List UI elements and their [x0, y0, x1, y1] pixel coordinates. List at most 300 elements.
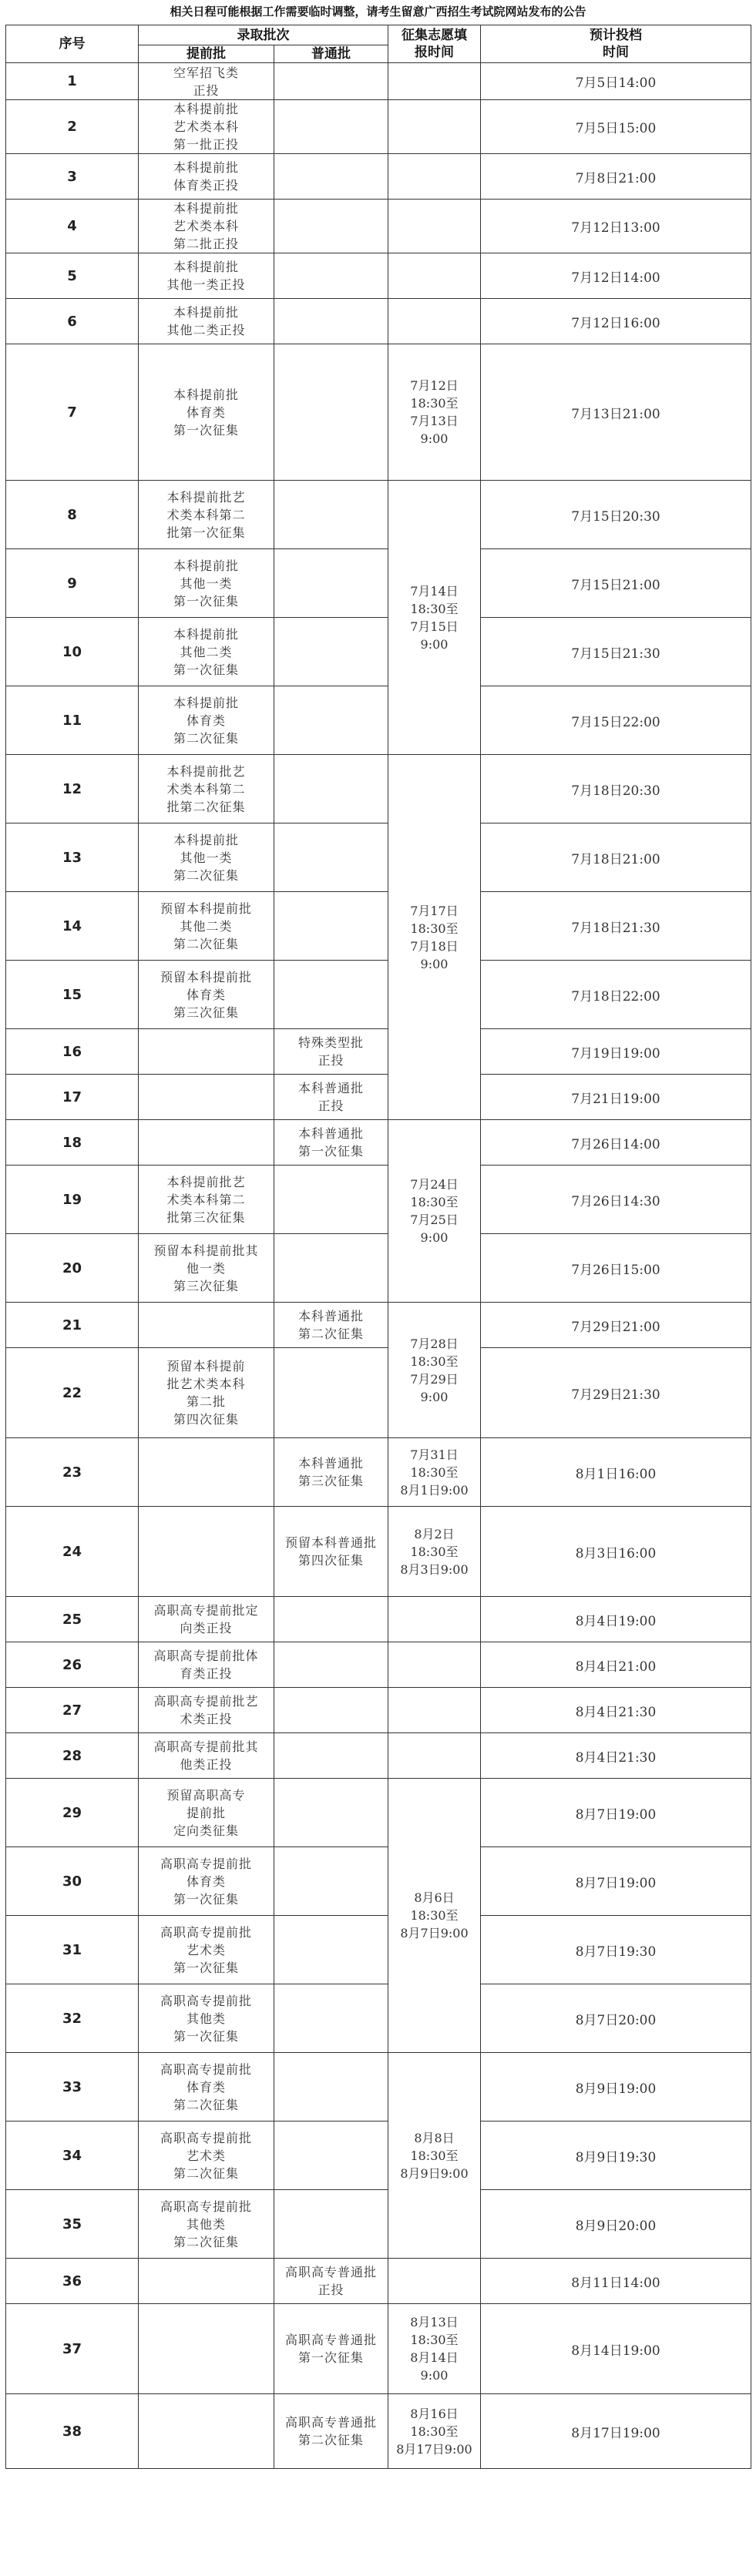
- early-batch-line: 其他类: [186, 2216, 226, 2232]
- early-batch-line: 本科提前批: [173, 558, 239, 573]
- early-batch-line: 艺术类: [186, 2148, 226, 2163]
- regular-batch-line: 第二次征集: [297, 1327, 364, 1341]
- regular-batch-cell: [274, 1688, 388, 1733]
- fill-time-line: 7月28日: [410, 1336, 459, 1351]
- table-row: [6, 1075, 751, 1120]
- fill-time-cell: [388, 1120, 481, 1303]
- fill-time-line: 18:30至: [410, 396, 459, 411]
- early-batch-line: 第一次征集: [173, 662, 239, 677]
- archive-time: 8月4日19:00: [481, 1597, 751, 1642]
- early-batch-cell: [139, 481, 274, 549]
- early-batch-cell: [139, 100, 274, 154]
- archive-time: 7月12日13:00: [481, 200, 751, 253]
- early-batch-cell: [139, 892, 274, 961]
- early-batch-line: 艺术类本科: [173, 119, 239, 134]
- fill-time-cell-empty: [388, 1597, 481, 1642]
- early-batch-line: 预留本科提前批其: [153, 1243, 259, 1258]
- table-row: [6, 2259, 751, 2304]
- early-batch-line: 第二次征集: [173, 730, 239, 746]
- early-batch-cell: [139, 1847, 274, 1916]
- early-batch-line: 其他一类: [180, 575, 233, 591]
- regular-batch-cell: [274, 253, 388, 299]
- early-batch-line: 体育类: [186, 404, 226, 420]
- regular-batch-line: 本科普通批: [297, 1309, 364, 1323]
- row-number: 2: [6, 100, 139, 154]
- fill-time-line: 7月14日: [410, 583, 459, 599]
- early-batch-line: 术类正投: [180, 1712, 233, 1726]
- early-batch-line: 批第一次征集: [166, 525, 246, 540]
- regular-batch-line: 高职高专普通批: [284, 2333, 377, 2347]
- fill-time-cell: [388, 344, 481, 481]
- early-batch-line: 本科提前批: [173, 626, 239, 642]
- table-row: [6, 2122, 751, 2190]
- early-batch-cell: [139, 823, 274, 892]
- early-batch-cell: [139, 1597, 274, 1642]
- early-batch-line: 第二次征集: [173, 867, 239, 883]
- fill-time-line: 8月1日9:00: [400, 1482, 469, 1498]
- early-batch-line: 其他类: [186, 2011, 226, 2026]
- regular-batch-line: 第一次征集: [297, 1144, 364, 1159]
- early-batch-line: 定向类征集: [173, 1823, 239, 1838]
- regular-batch-cell: [274, 481, 388, 549]
- fill-time-line: 8月8日: [414, 2130, 455, 2145]
- archive-time: 8月14日19:00: [481, 2304, 751, 2394]
- regular-batch-line: 本科普通批: [297, 1456, 364, 1471]
- fill-time-line: 9:00: [420, 431, 449, 446]
- regular-batch-cell: [274, 2122, 388, 2190]
- fill-time-line: 7月29日: [410, 1371, 459, 1387]
- archive-time: 7月18日21:30: [481, 892, 751, 961]
- early-batch-line: 本科提前批艺: [166, 489, 246, 505]
- early-batch-line: 第三次征集: [173, 1278, 239, 1293]
- archive-time: 7月29日21:30: [481, 1348, 751, 1438]
- table-row: [6, 1303, 751, 1348]
- row-number: 17: [6, 1075, 139, 1120]
- fill-time-line: 7月17日: [410, 903, 459, 918]
- regular-batch-line: 正投: [318, 1053, 344, 1068]
- table-row: [6, 823, 751, 892]
- fill-time-line: 8月3日9:00: [400, 1561, 469, 1577]
- table-body: [6, 63, 751, 2469]
- early-batch-line: 术类本科第二: [166, 781, 246, 797]
- fill-time-line: 7月12日: [410, 378, 459, 393]
- early-batch-line: 本科提前批艺: [166, 1174, 246, 1189]
- early-batch-line: 第二次征集: [173, 2234, 239, 2249]
- regular-batch-cell: [274, 1120, 388, 1166]
- early-batch-cell: [139, 2304, 274, 2394]
- table-row: [6, 1120, 751, 1166]
- row-number: 9: [6, 549, 139, 618]
- early-batch-line: 空军招飞类: [173, 65, 239, 80]
- archive-time: 7月29日21:00: [481, 1303, 751, 1348]
- table-row: [6, 100, 751, 154]
- fill-time-line: 9:00: [420, 1230, 449, 1245]
- row-number: 33: [6, 2053, 139, 2122]
- table-row: [6, 2304, 751, 2394]
- early-batch-line: 第一批正投: [173, 137, 239, 152]
- fill-time-cell-empty: [388, 2259, 481, 2304]
- early-batch-cell: [139, 1507, 274, 1597]
- fill-time-line: 18:30至: [410, 1464, 459, 1480]
- early-batch-line: 预留本科提前批: [160, 901, 252, 916]
- fill-time-cell-empty: [388, 1733, 481, 1779]
- early-batch-line: 育类正投: [180, 1666, 233, 1681]
- early-batch-line: 第二次征集: [173, 2097, 239, 2112]
- early-batch-cell: [139, 1984, 274, 2053]
- fill-time-cell-empty: [388, 154, 481, 200]
- regular-batch-line: 本科普通批: [297, 1126, 364, 1141]
- fill-time-line: 7月25日: [410, 1213, 459, 1227]
- regular-batch-cell: [274, 1166, 388, 1234]
- table-row: [6, 1984, 751, 2053]
- fill-time-line: 7月31日: [410, 1447, 459, 1462]
- regular-batch-cell: [274, 1984, 388, 2053]
- early-batch-cell: [139, 755, 274, 823]
- row-number: 16: [6, 1029, 139, 1075]
- early-batch-cell: [139, 686, 274, 755]
- row-number: 26: [6, 1642, 139, 1688]
- archive-time: 7月15日21:00: [481, 549, 751, 618]
- archive-time: 7月19日19:00: [481, 1029, 751, 1075]
- fill-time-cell-empty: [388, 1642, 481, 1688]
- regular-batch-line: 特殊类型批: [297, 1035, 364, 1050]
- archive-time: 7月5日14:00: [481, 63, 751, 100]
- regular-batch-cell: [274, 200, 388, 253]
- early-batch-line: 高职高专提前批: [160, 2061, 252, 2077]
- early-batch-line: 高职高专提前批: [160, 1993, 252, 2008]
- early-batch-cell: [139, 2394, 274, 2469]
- row-number: 24: [6, 1507, 139, 1597]
- schedule-notice: 相关日程可能根据工作需要临时调整，请考生留意广西招生考试院网站发布的公告: [170, 5, 586, 18]
- early-batch-cell: [139, 154, 274, 200]
- fill-time-cell-empty: [388, 100, 481, 154]
- fill-time-line: 8月6日: [414, 1890, 455, 1905]
- regular-batch-cell: [274, 1597, 388, 1642]
- fill-time-cell: [388, 2053, 481, 2259]
- row-number: 32: [6, 1984, 139, 2053]
- early-batch-line: 本科提前批: [173, 387, 239, 402]
- early-batch-line: 体育类: [186, 713, 226, 728]
- fill-time-line: 18:30至: [410, 2423, 459, 2439]
- table-row: [6, 1642, 751, 1688]
- early-batch-line: 体育类: [186, 987, 226, 1002]
- fill-time-line: 18:30至: [410, 1195, 459, 1209]
- fill-time-line: 18:30至: [410, 1544, 459, 1559]
- early-batch-cell: [139, 1234, 274, 1303]
- row-number: 7: [6, 344, 139, 481]
- row-number: 14: [6, 892, 139, 961]
- table-row: [6, 1847, 751, 1916]
- header-no: 序号: [6, 25, 139, 63]
- early-batch-line: 本科提前批: [173, 260, 239, 274]
- row-number: 37: [6, 2304, 139, 2394]
- fill-time-cell-empty: [388, 63, 481, 100]
- early-batch-line: 第一次征集: [173, 1960, 239, 1975]
- fill-time-line: 18:30至: [410, 1908, 459, 1923]
- regular-batch-cell: [274, 1075, 388, 1120]
- early-batch-line: 高职高专提前批体: [153, 1649, 259, 1663]
- row-number: 29: [6, 1779, 139, 1847]
- row-number: 18: [6, 1120, 139, 1166]
- regular-batch-cell: [274, 1507, 388, 1597]
- fill-time-line: 8月17日9:00: [396, 2441, 472, 2457]
- fill-time-cell: [388, 1438, 481, 1507]
- fill-time-line: 9:00: [420, 2368, 449, 2383]
- archive-time: 8月7日19:00: [481, 1847, 751, 1916]
- regular-batch-line: 正投: [318, 1098, 344, 1113]
- regular-batch-cell: [274, 1779, 388, 1847]
- archive-time: 8月7日19:30: [481, 1916, 751, 1984]
- archive-time: 7月26日15:00: [481, 1234, 751, 1303]
- row-number: 25: [6, 1597, 139, 1642]
- early-batch-line: 第三次征集: [173, 1005, 239, 1020]
- early-batch-line: 本科提前批: [173, 160, 239, 175]
- header-row-top: [6, 25, 751, 45]
- table-row: [6, 892, 751, 961]
- archive-time: 7月18日21:00: [481, 823, 751, 892]
- regular-batch-cell: [274, 2190, 388, 2259]
- early-batch-line: 本科提前批: [173, 201, 239, 216]
- row-number: 19: [6, 1166, 139, 1234]
- archive-time: 7月12日16:00: [481, 299, 751, 344]
- table-row: [6, 1688, 751, 1733]
- fill-time-line: 8月13日: [410, 2315, 459, 2329]
- early-batch-line: 体育类正投: [173, 178, 239, 193]
- early-batch-line: 第四次征集: [173, 1412, 239, 1427]
- regular-batch-cell: [274, 618, 388, 686]
- early-batch-cell: [139, 1166, 274, 1234]
- fill-time-cell: [388, 1303, 481, 1438]
- fill-time-line: 8月2日: [414, 1526, 455, 1541]
- fill-time-line: 9:00: [420, 1389, 449, 1404]
- early-batch-line: 高职高专提前批其: [153, 1739, 259, 1754]
- early-batch-line: 高职高专提前批定: [153, 1603, 259, 1618]
- early-batch-line: 其他二类: [180, 918, 233, 934]
- table-row: [6, 299, 751, 344]
- archive-time: 8月4日21:00: [481, 1642, 751, 1688]
- table-header: [6, 25, 751, 63]
- early-batch-cell: [139, 1688, 274, 1733]
- early-batch-line: 其他一类: [180, 850, 233, 865]
- regular-batch-line: 正投: [318, 2283, 344, 2297]
- regular-batch-cell: [274, 1303, 388, 1348]
- early-batch-cell: [139, 299, 274, 344]
- archive-time: 7月26日14:30: [481, 1166, 751, 1234]
- header-early-batch: 提前批: [139, 45, 274, 63]
- early-batch-line: 第一次征集: [173, 2028, 239, 2044]
- archive-time: 7月21日19:00: [481, 1075, 751, 1120]
- fill-time-line: 8月7日9:00: [400, 1926, 469, 1940]
- regular-batch-cell: [274, 1642, 388, 1688]
- early-batch-line: 第一次征集: [173, 1891, 239, 1907]
- early-batch-cell: [139, 1438, 274, 1507]
- fill-time-line: 7月24日: [410, 1177, 459, 1192]
- archive-time: 7月18日22:00: [481, 961, 751, 1029]
- archive-time: 8月1日16:00: [481, 1438, 751, 1507]
- regular-batch-cell: [274, 892, 388, 961]
- regular-batch-line: 第三次征集: [297, 1474, 364, 1488]
- archive-time: 8月9日19:00: [481, 2053, 751, 2122]
- row-number: 15: [6, 961, 139, 1029]
- early-batch-cell: [139, 63, 274, 100]
- table-row: [6, 549, 751, 618]
- table-row: [6, 344, 751, 481]
- early-batch-line: 体育类: [186, 2079, 226, 2095]
- early-batch-cell: [139, 1916, 274, 1984]
- early-batch-cell: [139, 1029, 274, 1075]
- archive-time: 8月9日19:30: [481, 2122, 751, 2190]
- early-batch-line: 第一次征集: [173, 422, 239, 438]
- fill-time-cell: [388, 1779, 481, 2053]
- early-batch-cell: [139, 2053, 274, 2122]
- early-batch-line: 第一次征集: [173, 593, 239, 609]
- row-number: 22: [6, 1348, 139, 1438]
- row-number: 10: [6, 618, 139, 686]
- row-number: 38: [6, 2394, 139, 2469]
- row-number: 1: [6, 63, 139, 100]
- regular-batch-cell: [274, 1029, 388, 1075]
- regular-batch-cell: [274, 755, 388, 823]
- archive-time: 8月11日14:00: [481, 2259, 751, 2304]
- table-row: [6, 2053, 751, 2122]
- early-batch-line: 本科提前批: [173, 695, 239, 710]
- early-batch-line: 批第三次征集: [166, 1209, 246, 1225]
- archive-time: 7月15日20:30: [481, 481, 751, 549]
- header-fill-time: 征集志愿填报时间: [388, 25, 481, 63]
- row-number: 5: [6, 253, 139, 299]
- table-row: [6, 2190, 751, 2259]
- early-batch-cell: [139, 2122, 274, 2190]
- row-number: 6: [6, 299, 139, 344]
- table-row: [6, 1348, 751, 1438]
- early-batch-cell: [139, 2259, 274, 2304]
- table-row: [6, 1733, 751, 1779]
- archive-time: 7月15日22:00: [481, 686, 751, 755]
- early-batch-cell: [139, 1779, 274, 1847]
- early-batch-line: 他类正投: [180, 1757, 233, 1772]
- table-row: [6, 1916, 751, 1984]
- early-batch-line: 提前批: [186, 1805, 226, 1820]
- regular-batch-cell: [274, 100, 388, 154]
- early-batch-line: 艺术类本科: [173, 219, 239, 233]
- early-batch-line: 高职高专提前批艺: [153, 1694, 259, 1709]
- row-number: 23: [6, 1438, 139, 1507]
- fill-time-cell-empty: [388, 1688, 481, 1733]
- fill-time-line: 8月9日9:00: [400, 2165, 469, 2181]
- table-row: [6, 1779, 751, 1847]
- early-batch-line: 体育类: [186, 1873, 226, 1889]
- table-row: [6, 200, 751, 253]
- early-batch-cell: [139, 1642, 274, 1688]
- early-batch-line: 预留本科提前: [166, 1359, 246, 1374]
- fill-time-cell-empty: [388, 253, 481, 299]
- row-number: 12: [6, 755, 139, 823]
- regular-batch-line: 预留本科普通批: [284, 1535, 377, 1550]
- early-batch-cell: [139, 253, 274, 299]
- fill-time-cell: [388, 755, 481, 1120]
- regular-batch-cell: [274, 2259, 388, 2304]
- archive-time: 8月4日21:30: [481, 1733, 751, 1779]
- early-batch-line: 艺术类: [186, 1942, 226, 1957]
- early-batch-cell: [139, 200, 274, 253]
- fill-time-cell: [388, 2394, 481, 2469]
- fill-time-line: 9:00: [420, 636, 449, 652]
- archive-time: 8月3日16:00: [481, 1507, 751, 1597]
- row-number: 20: [6, 1234, 139, 1303]
- early-batch-line: 其他一类正投: [166, 277, 246, 292]
- early-batch-cell: [139, 1303, 274, 1348]
- early-batch-line: 本科提前批艺: [166, 763, 246, 779]
- early-batch-line: 第二次征集: [173, 936, 239, 951]
- fill-time-cell: [388, 2304, 481, 2394]
- archive-time: 7月26日14:00: [481, 1120, 751, 1166]
- table-row: [6, 1438, 751, 1507]
- fill-time-line: 9:00: [420, 956, 449, 971]
- fill-time-line: 7月15日: [410, 619, 459, 634]
- early-batch-line: 批艺术类本科: [166, 1377, 246, 1391]
- early-batch-cell: [139, 2190, 274, 2259]
- row-number: 35: [6, 2190, 139, 2259]
- regular-batch-cell: [274, 344, 388, 481]
- fill-time-line: 18:30至: [410, 921, 459, 936]
- header-archive-time: 预计投档时间: [481, 25, 751, 63]
- fill-time-line: 18:30至: [410, 1353, 459, 1369]
- archive-time: 8月7日20:00: [481, 1984, 751, 2053]
- table-row: [6, 1234, 751, 1303]
- early-batch-line: 第二批正投: [173, 236, 239, 251]
- row-number: 30: [6, 1847, 139, 1916]
- early-batch-cell: [139, 1733, 274, 1779]
- regular-batch-line: 本科普通批: [297, 1081, 364, 1095]
- regular-batch-line: 第二次征集: [297, 2433, 364, 2447]
- early-batch-line: 他一类: [186, 1260, 226, 1276]
- row-number: 31: [6, 1916, 139, 1984]
- early-batch-line: 向类正投: [180, 1621, 233, 1635]
- early-batch-line: 术类本科第二: [166, 1192, 246, 1207]
- regular-batch-cell: [274, 1847, 388, 1916]
- regular-batch-cell: [274, 2304, 388, 2394]
- table-row: [6, 618, 751, 686]
- fill-time-cell: [388, 1507, 481, 1597]
- table-row: [6, 1507, 751, 1597]
- early-batch-line: 其他二类正投: [166, 323, 246, 337]
- row-number: 3: [6, 154, 139, 200]
- early-batch-line: 本科提前批: [173, 102, 239, 116]
- regular-batch-line: 第四次征集: [297, 1553, 364, 1568]
- row-number: 21: [6, 1303, 139, 1348]
- regular-batch-cell: [274, 1733, 388, 1779]
- regular-batch-cell: [274, 1234, 388, 1303]
- early-batch-cell: [139, 618, 274, 686]
- archive-time: 8月7日19:00: [481, 1779, 751, 1847]
- archive-time: 8月9日20:00: [481, 2190, 751, 2259]
- table-row: [6, 755, 751, 823]
- row-number: 27: [6, 1688, 139, 1733]
- table-row: [6, 2394, 751, 2469]
- row-number: 34: [6, 2122, 139, 2190]
- early-batch-line: 本科提前批: [173, 305, 239, 320]
- early-batch-cell: [139, 549, 274, 618]
- early-batch-cell: [139, 1120, 274, 1166]
- fill-time-line: 7月18日: [410, 938, 459, 954]
- archive-time: 7月18日20:30: [481, 755, 751, 823]
- fill-time-cell: [388, 481, 481, 755]
- regular-batch-cell: [274, 63, 388, 100]
- table-row: [6, 961, 751, 1029]
- regular-batch-cell: [274, 686, 388, 755]
- fill-time-line: 18:30至: [410, 2148, 459, 2163]
- archive-time: 7月8日21:00: [481, 154, 751, 200]
